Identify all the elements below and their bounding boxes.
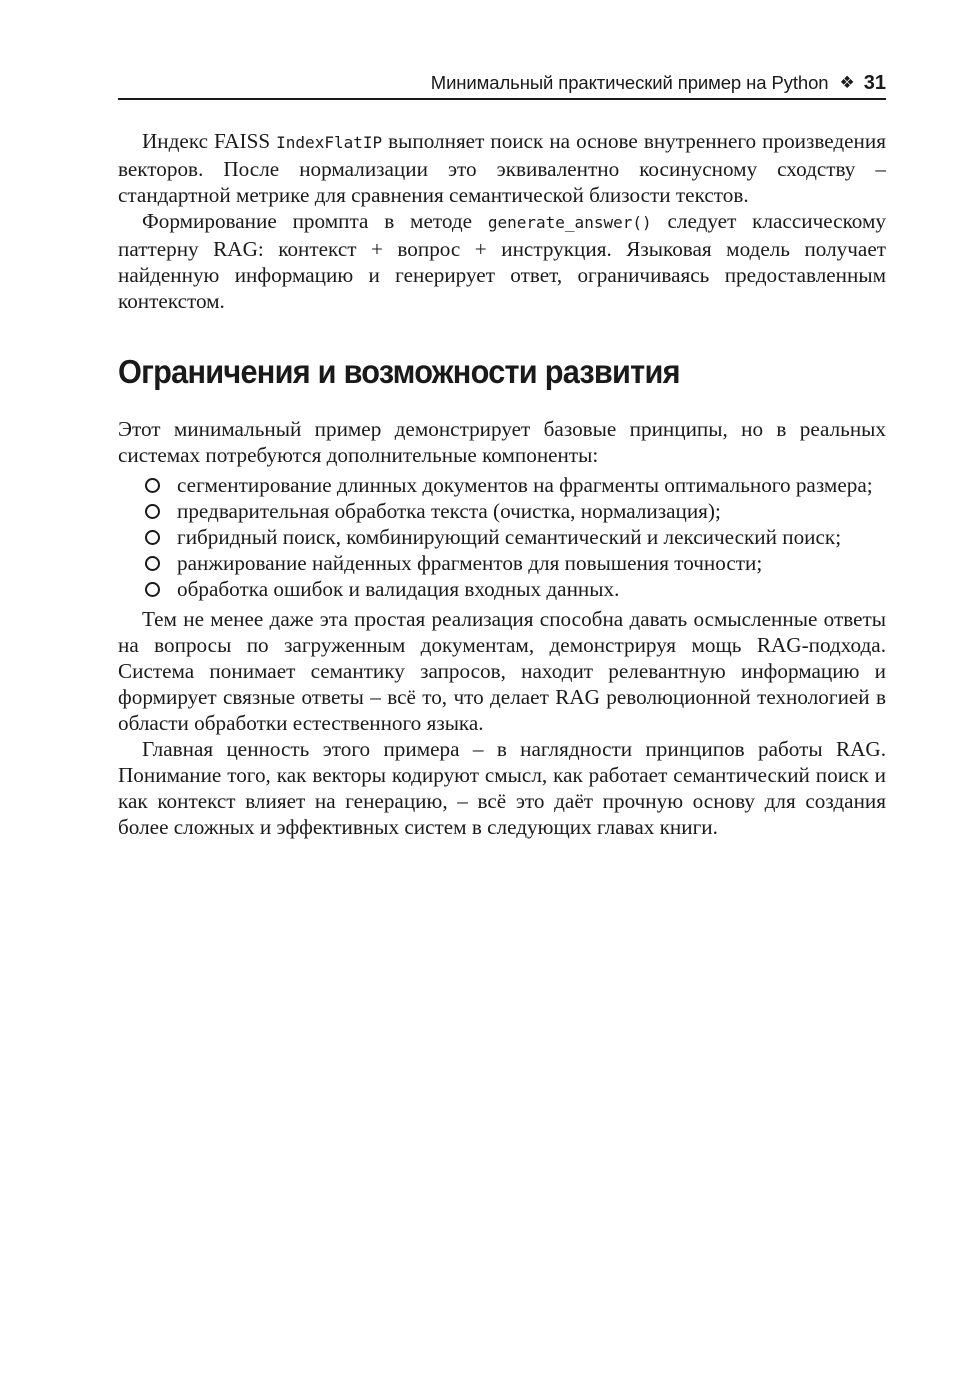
bullet-list <box>118 472 886 602</box>
circle-bullet-icon <box>145 478 160 493</box>
page-number: 31 <box>863 71 886 94</box>
text-block-intro <box>118 128 886 314</box>
code-generate-answer: generate_answer() <box>487 213 652 232</box>
list-item: сегментирование длинных документов на фрагменты оптимального размера; <box>118 472 886 498</box>
running-title: Минимальный практический пример на Python <box>430 72 829 93</box>
paragraph-main-value: Главная ценность этого примера – в наглядности принципов работы RAG. Понимание того, как векторы кодируют смысл, как работает семантический поиск и как контекст влияет на генерацию, – всё это даёт прочную основу для создания более сложных и эффективных систем в следующих главах книги. <box>118 737 886 839</box>
list-item: предварительная обработка текста (очистка, нормализация); <box>118 498 886 524</box>
circle-bullet-icon <box>145 556 160 571</box>
circle-bullet-icon <box>145 530 160 545</box>
section-heading: Ограничения и возможности развития <box>118 353 680 390</box>
ornament-icon: ❖ <box>839 73 855 92</box>
circle-bullet-icon <box>145 582 160 597</box>
list-item: гибридный поиск, комбинирующий семантический и лексический поиск; <box>118 524 886 550</box>
running-header <box>118 68 886 100</box>
paragraph-intro: Этот минимальный пример демонстрирует базовые принципы, но в реальных системах потребуются дополнительные компоненты: <box>118 417 886 467</box>
paragraph-simple-implementation: Тем не менее даже эта простая реализация способна давать осмысленные ответы на вопросы по загруженным документам, демонстрируя мощь RAG-подхода. Система понимает семантику запросов, находит релевантную информацию и формирует связные ответы – всё то, что делает RAG революционной технологией в области обработки естественного языка. <box>118 607 886 735</box>
text-block-section <box>118 416 886 840</box>
list-item: ранжирование найденных фрагментов для повышения точности; <box>118 550 886 576</box>
paragraph-prompt: Формирование промпта в методе generate_answer() следует классическому паттерну RAG: контекст + вопрос + инструкция. Языковая модель получает найденную информацию и генерирует ответ, ограничиваясь предоставленным контекстом. <box>118 209 886 313</box>
circle-bullet-icon <box>145 504 160 519</box>
paragraph-faiss: Индекс FAISS IndexFlatIP выполняет поиск на основе внутреннего произведения векторов. После нормализации это эквивалентно косинусному сходству – стандартной метрике для сравнения семантической близости текстов. <box>118 129 886 207</box>
list-item: обработка ошибок и валидация входных данных. <box>118 576 886 602</box>
code-indexflatip: IndexFlatIP <box>276 133 383 152</box>
